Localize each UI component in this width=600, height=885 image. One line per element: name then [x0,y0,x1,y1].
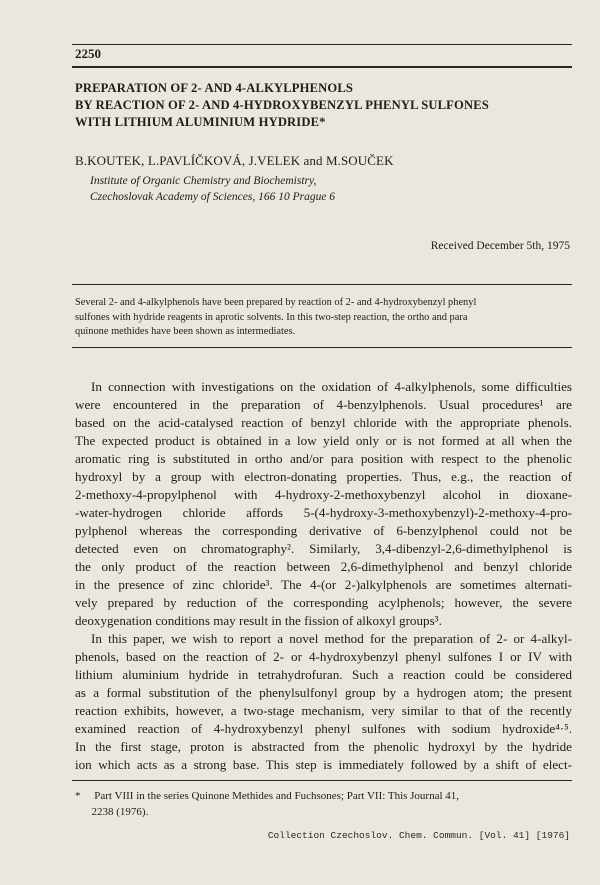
body-line: examined reaction of 4-hydroxybenzyl phenyl sulfones with sodium hydroxide⁴·⁵. [75,721,572,736]
body-line: phenols, based on the reaction of 2- or 4-hydroxybenzyl phenyl sulfones I or IV with [75,649,572,664]
body-line: The expected product is obtained in a low yield only or is not formed at all when the [75,433,572,448]
abstract-line: sulfones with hydride reagents in aprotic solvents. In this two-step reaction, the ortho and para [75,311,468,323]
body-line: deoxygenation conditions may result in the fission of alkoxyl groups³. [75,613,442,628]
affiliation-line: Czechoslovak Academy of Sciences, 166 10 Prague 6 [90,191,336,203]
body-line: pylphenol whereas the corresponding derivative of 6-benzylphenol could not be [75,523,572,538]
top-thin-rule [72,44,572,45]
body-line: aromatic ring is substituted in ortho and/or para position with respect to the phenolic [75,451,572,466]
body-line: detected even on chromatography². Similarly, 3,4-dibenzyl-2,6-dimethylphenol is [75,541,572,556]
page-number: 2250 [75,46,101,61]
header-rule [72,66,572,68]
body-line: In connection with investigations on the oxidation of 4-alkylphenols, some difficulties [91,379,572,394]
article-title [75,80,580,131]
body-line: lithium aluminium hydride in tetrahydrofuran. Such a reaction could be considered [75,667,572,682]
footnote-line: 2238 (1976). [75,806,149,818]
abstract-line: quinone methides have been shown as intermediates. [75,326,296,337]
body-line: -water-hydrogen chloride affords 5-(4-hydroxy-3-methoxybenzyl)-2-methoxy-4-pro- [75,505,572,520]
abstract-line: Several 2- and 4-alkylphenols have been prepared by reaction of 2- and 4-hydroxybenzyl phenyl [75,297,477,308]
body-line: vely prepared by reduction of the corresponding acylphenols; however, the severe [75,595,572,610]
body-line: In this paper, we wish to report a novel method for the preparation of 2- or 4-alkyl- [91,631,572,646]
body-line: In the first stage, proton is abstracted from the phenolic hydroxyl by the hydride [75,739,572,754]
abstract [75,296,571,340]
footnote-line: * Part VIII in the series Quinone Methides and Fuchsones; Part VII: This Journal 41, [75,790,460,802]
body-line: were encountered in the preparation of 4-benzylphenols. Usual procedures¹ are [75,397,572,412]
received-date: Received December 5th, 1975 [430,240,570,252]
body-line: the only product of the reaction between 2,6-dimethylphenol and benzyl chloride [75,559,572,574]
body-line: reaction exhibits, however, a two-stage mechanism, very similar to that of the recently [75,703,572,718]
body-line: based on the acid-catalysed reaction of benzyl chloride with the appropriate phenols. [75,415,572,430]
journal-footer: Collection Czechoslov. Chem. Commun. [Vol. 41] [1976] [267,830,570,841]
title-line: BY REACTION OF 2- AND 4-HYDROXYBENZYL PHENYL SULFONES [75,98,489,112]
body-line: hydroxyl by a group with electron-donating properties. Thus, e.g., the reaction of [75,469,572,484]
affiliation-line: Institute of Organic Chemistry and Biochemistry, [90,175,317,187]
title-line: WITH LITHIUM ALUMINIUM HYDRIDE* [75,115,326,129]
footnote [75,788,572,820]
body-line: as a formal substitution of the phenylsulfonyl group by a hydrogen atom; the present [75,685,572,700]
body-line: in the presence of zinc chloride³. The 4-(or 2-)alkylphenols are sometimes alternati- [75,577,572,592]
abstract-bottom-rule [72,347,572,348]
affiliation [90,173,335,205]
body-text [75,378,572,774]
body-line: 2-methoxy-4-propylphenol with 4-hydroxy-2-methoxybenzyl alcohol in dioxane- [75,487,572,502]
footnote-rule [72,780,572,781]
body-line: ion which acts as a strong base. This step is immediately followed by a shift of elect- [75,757,572,772]
author-list: B.KOUTEK, L.PAVLÍČKOVÁ, J.VELEK and M.SOUČEK [75,153,394,168]
abstract-top-rule [72,284,572,285]
title-line: PREPARATION OF 2- AND 4-ALKYLPHENOLS [75,81,354,95]
